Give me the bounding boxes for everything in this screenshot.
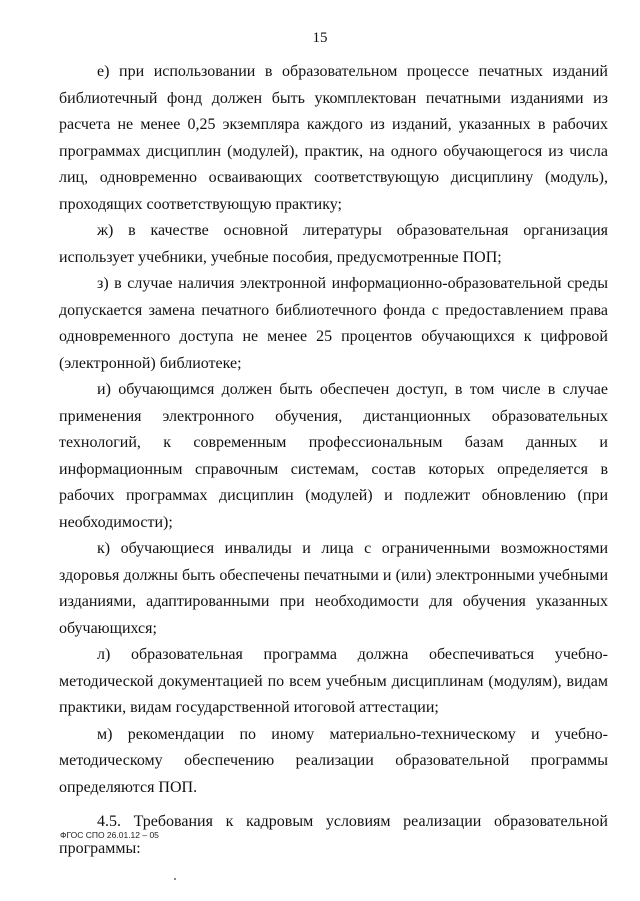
scan-artifact (174, 878, 176, 880)
paragraph-k: к) обучающиеся инвалиды и лица с ограниченными возможностями здоровья должны быть обеспечены печатными и (или) электронными учебными изданиями, адаптированными при необходимости для обучения указанных обучающихся; (59, 540, 608, 637)
paragraph-m: м) рекомендации по иному материально-техническому и учебно-методическому обеспечению реализации образовательной программы определяются ПОП. (59, 725, 608, 796)
page-number: 15 (312, 30, 328, 46)
paragraph-e: е) при использовании в образовательном процессе печатных изданий библиотечный фонд должен быть укомплектован печатными изданиями из расчета не менее 0,25 экземпляра каждого из изданий, указанных в рабочих программах дисциплин (модулей), практик, на одного обучающегося из числа лиц, одновременно осваивающих соответствующую дисциплину (модуль), проходящих соответствующую практику; (59, 63, 608, 213)
paragraph-i: и) обучающимся должен быть обеспечен доступ, в том числе в случае применения электронного обучения, дистанционных образовательных технологий, к современным профессиональным базам данных и информационным справочным системам, состав которых определяется в рабочих программах дисциплин (модулей) и подлежит обновлению (при необходимости); (59, 381, 608, 531)
section-4-5-heading: 4.5. Требования к кадровым условиям реализации образовательной программы: (59, 813, 608, 857)
paragraph-l: л) образовательная программа должна обеспечиваться учебно-методической документацией по всем учебным дисциплинам (модулям), видам практики, видам государственной итоговой аттестации; (59, 646, 608, 716)
paragraph-z: з) в случае наличия электронной информационно-образовательной среды допускается замена печатного библиотечного фонда с предоставлением права одновременного доступа не менее 25 процентов обучающихся к цифровой (электронной) библиотеке; (59, 275, 608, 372)
paragraph-zh: ж) в качестве основной литературы образовательная организация использует учебники, учебные пособия, предусмотренные ПОП; (59, 222, 608, 266)
document-body (59, 59, 608, 862)
footer-document-code: ФГОС СПО 26.01.12 – 05 (60, 830, 159, 840)
